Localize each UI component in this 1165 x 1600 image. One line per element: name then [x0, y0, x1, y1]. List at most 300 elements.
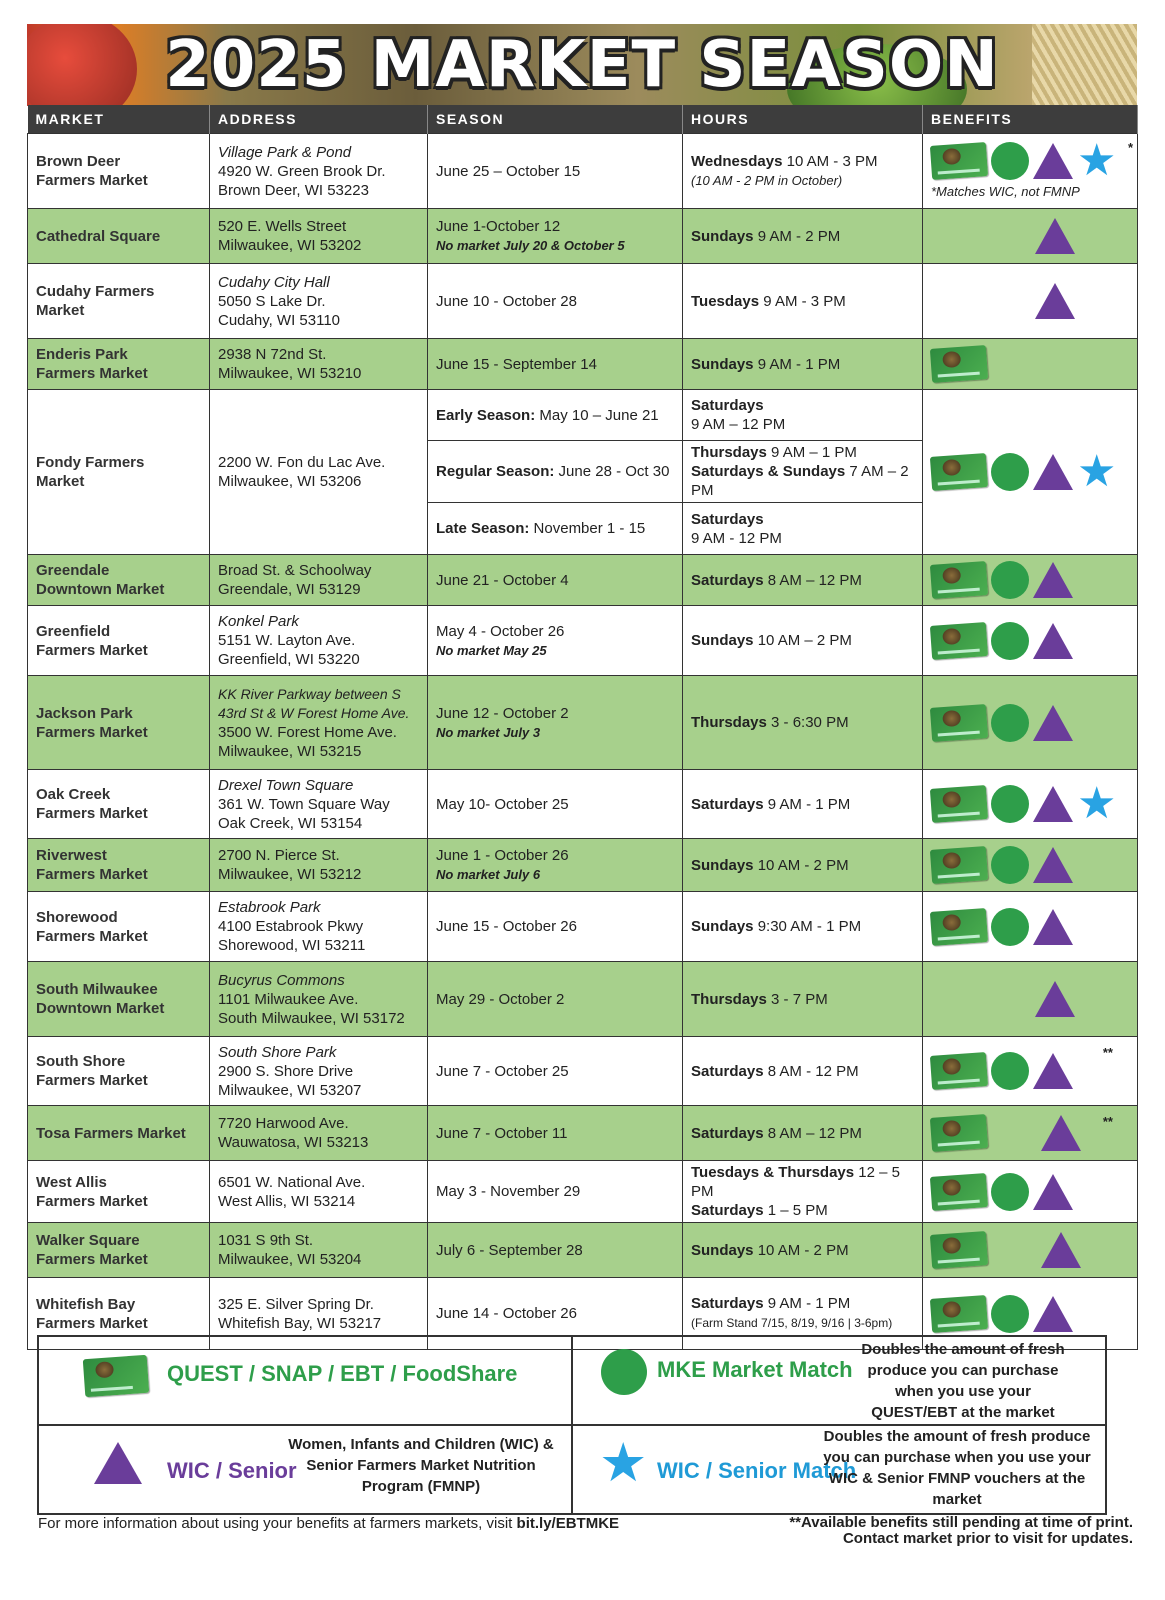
venue-name: Village Park & Pond [218, 143, 352, 161]
city: Brown Deer, WI 53223 [218, 181, 369, 199]
green-circle-icon [991, 453, 1029, 491]
market-hours [683, 892, 923, 962]
ebt-card-icon [930, 142, 988, 180]
market-season [428, 606, 683, 676]
hours-day: Saturdays [691, 1295, 764, 1312]
hours-day: Wednesdays [691, 153, 783, 170]
hours-day: Saturdays [691, 571, 764, 589]
city: Milwaukee, WI 53210 [218, 365, 362, 382]
market-benefits [923, 390, 1138, 555]
footer-text: For more information about using your benefits at farmers markets, visit [38, 1515, 513, 1532]
city: Wauwatosa, WI 53213 [218, 1134, 369, 1151]
hours-day: Sundays [691, 227, 754, 245]
purple-triangle-icon [1033, 705, 1073, 741]
market-name-line: Greenfield [36, 622, 111, 640]
ebt-card-icon [930, 1173, 988, 1211]
market-hours [683, 770, 923, 839]
market-address [210, 892, 428, 962]
title-banner [27, 24, 1137, 106]
market-benefits [923, 1161, 1138, 1223]
market-season [428, 441, 683, 503]
legend-description: Doubles the amount of fresh produce you can purchase when you use your WIC & Senior FMNP vouchers at the market [823, 1428, 1091, 1508]
season-note: No market July 6 [436, 867, 541, 882]
hours-time: 9:30 AM - 1 PM [757, 918, 862, 935]
green-circle-icon [991, 622, 1029, 660]
hours-day: Sundays [691, 632, 754, 649]
street: 520 E. Wells Street [218, 218, 347, 235]
market-hours [683, 1106, 923, 1161]
market-name-line: Farmers Market [36, 1072, 148, 1089]
season-dates: June 28 - Oct 30 [558, 463, 670, 480]
hours-note: (Farm Stand 7/15, 8/19, 9/16 | 3-6pm) [691, 1316, 893, 1330]
market-season: June 7 - October 11 [428, 1106, 683, 1161]
table-row [28, 1106, 1138, 1161]
street: Broad St. & Schoolway [218, 562, 372, 579]
market-benefits [923, 606, 1138, 676]
market-season: May 10- October 25 [428, 770, 683, 839]
hours-day: Tuesdays & Thursdays [691, 1164, 855, 1181]
market-name: Tosa Farmers Market [28, 1106, 210, 1161]
ebt-card-icon [83, 1355, 149, 1397]
table-row [28, 1223, 1138, 1278]
street: 1101 Milwaukee Ave. [218, 990, 359, 1008]
table-row [28, 676, 1138, 770]
hours-day: Saturdays [691, 1062, 764, 1080]
market-benefits [923, 962, 1138, 1037]
market-name-line: Farmers Market [36, 927, 148, 945]
market-name-line: Farmers Market [36, 805, 148, 822]
table-row [28, 390, 1138, 441]
table-row [28, 770, 1138, 839]
hours-day: Saturdays [691, 1124, 764, 1142]
purple-triangle-icon [1033, 623, 1073, 659]
footnote-mark: ** [1102, 1045, 1113, 1060]
purple-triangle-icon [1035, 981, 1075, 1017]
hours-time: 10 AM - 3 PM [786, 153, 878, 170]
market-name-line: Riverwest [36, 847, 107, 864]
street: 1031 S 9th St. [218, 1232, 314, 1249]
green-circle-icon [991, 704, 1029, 742]
ebt-card-icon [930, 1231, 988, 1269]
market-name [28, 606, 210, 676]
market-name [28, 676, 210, 770]
city: Milwaukee, WI 53207 [218, 1081, 362, 1099]
market-benefits [923, 209, 1138, 264]
market-hours [683, 441, 923, 503]
table-row [28, 264, 1138, 339]
market-name [28, 555, 210, 606]
city: Milwaukee, WI 53202 [218, 237, 362, 254]
street: 7720 Harwood Ave. [218, 1115, 349, 1132]
city: Shorewood, WI 53211 [218, 937, 366, 954]
market-hours [683, 339, 923, 390]
season-dates: June 12 - October 2 [436, 704, 569, 722]
blue-star-icon: ★ [1077, 134, 1117, 186]
legend-wic [39, 1426, 571, 1513]
table-row [28, 892, 1138, 962]
market-address [210, 390, 428, 555]
market-address [210, 264, 428, 339]
hours-day: Tuesdays [691, 292, 760, 310]
market-benefits [923, 770, 1138, 839]
market-address [210, 209, 428, 264]
market-name-line: South Milwaukee [36, 981, 158, 998]
market-hours [683, 676, 923, 770]
benefit-note: *Matches WIC, not FMNP [931, 183, 1080, 199]
market-season: June 14 - October 26 [428, 1278, 683, 1350]
hours-day: Saturdays [691, 510, 764, 528]
table-row [28, 134, 1138, 209]
market-name-line: Farmers Market [36, 641, 148, 659]
market-name [28, 1223, 210, 1278]
street: 2938 N 72nd St. [218, 346, 327, 363]
hours-time: 10 AM – 2 PM [757, 632, 852, 649]
market-hours [683, 390, 923, 441]
city: South Milwaukee, WI 53172 [218, 1009, 405, 1027]
venue-name: Konkel Park [218, 613, 299, 630]
ebt-card-icon [930, 453, 988, 491]
col-season: SEASON [428, 105, 683, 134]
market-season: June 25 – October 15 [428, 134, 683, 209]
venue-name: Cudahy City Hall [218, 273, 330, 291]
season-label: Regular Season: [436, 463, 555, 480]
purple-triangle-icon [1033, 847, 1073, 883]
market-name-line: West Allis [36, 1173, 107, 1191]
market-benefits [923, 555, 1138, 606]
street: 5151 W. Layton Ave. [218, 632, 356, 649]
market-benefits [923, 839, 1138, 892]
purple-triangle-icon [1035, 218, 1075, 254]
market-name [28, 1037, 210, 1106]
hours-time: 9 AM - 1 PM [767, 1295, 851, 1312]
green-circle-icon [601, 1349, 647, 1395]
green-circle-icon [991, 908, 1029, 946]
market-address [210, 1223, 428, 1278]
market-season [428, 209, 683, 264]
market-season: June 10 - October 28 [428, 264, 683, 339]
col-benefits: BENEFITS [923, 105, 1138, 134]
street: 2200 W. Fon du Lac Ave. [218, 454, 386, 471]
hours-time: 9 AM – 1 PM [771, 444, 857, 461]
market-name-line: Enderis Park [36, 346, 128, 363]
market-hours [683, 1161, 923, 1223]
table-row [28, 209, 1138, 264]
ebt-card-icon [930, 1114, 988, 1152]
legend-market-match [573, 1337, 1105, 1424]
city: Milwaukee, WI 53204 [218, 1251, 362, 1268]
hours-time: 8 AM – 12 PM [767, 571, 862, 589]
market-season [428, 503, 683, 555]
footer-info [38, 1515, 619, 1532]
legend-label: WIC / Senior [167, 1458, 297, 1483]
green-circle-icon [991, 1052, 1029, 1090]
city: Whitefish Bay, WI 53217 [218, 1314, 382, 1332]
market-name [28, 264, 210, 339]
blue-star-icon: ★ [599, 1431, 648, 1494]
market-name-line: Shorewood [36, 908, 118, 926]
ebt-card-icon [930, 561, 988, 599]
table-row [28, 839, 1138, 892]
street: 361 W. Town Square Way [218, 795, 390, 813]
hours-time: 9 AM - 3 PM [763, 292, 846, 310]
city: Greendale, WI 53129 [218, 581, 361, 598]
market-hours [683, 503, 923, 555]
table-header [28, 105, 1138, 134]
street: 325 E. Silver Spring Dr. [218, 1295, 374, 1313]
market-hours [683, 264, 923, 339]
legend-description: Women, Infants and Children (WIC) & Senior Farmers Market Nutrition Program (FMNP) [288, 1436, 554, 1495]
market-season: May 29 - October 2 [428, 962, 683, 1037]
market-benefits [923, 892, 1138, 962]
market-name [28, 962, 210, 1037]
ebt-card-icon [930, 785, 988, 823]
city: Milwaukee, WI 53206 [218, 473, 362, 490]
col-address: ADDRESS [210, 105, 428, 134]
hours-day: Saturdays [691, 795, 764, 813]
purple-triangle-icon [1033, 1053, 1073, 1089]
hours-time: 10 AM - 2 PM [757, 1241, 849, 1259]
season-dates: May 4 - October 26 [436, 622, 565, 640]
market-name-line: Farmers Market [36, 1251, 148, 1268]
footer-pending [789, 1515, 1133, 1547]
footnote-mark: * [1127, 140, 1133, 155]
hours-day: Sundays [691, 355, 754, 373]
market-benefits [923, 1037, 1138, 1106]
legend-label: QUEST / SNAP / EBT / FoodShare [167, 1361, 518, 1386]
market-table [27, 105, 1138, 1350]
purple-triangle-icon [1033, 143, 1073, 179]
market-season: June 21 - October 4 [428, 555, 683, 606]
season-label: Early Season: [436, 406, 536, 424]
market-season [428, 839, 683, 892]
purple-triangle-icon [1033, 454, 1073, 490]
ebt-card-icon [930, 345, 988, 383]
hours-note: (10 AM - 2 PM in October) [691, 173, 843, 188]
legend-label: WIC / Senior Match [657, 1458, 857, 1483]
market-season [428, 390, 683, 441]
hours-day: Sundays [691, 1241, 754, 1259]
market-name-line: Fondy Farmers [36, 454, 145, 471]
market-name [28, 892, 210, 962]
footnote-mark: ** [1102, 1114, 1113, 1129]
market-season [428, 676, 683, 770]
market-name-line: Whitefish Bay [36, 1295, 136, 1313]
street: 2700 N. Pierce St. [218, 847, 340, 864]
city: West Allis, WI 53214 [218, 1192, 356, 1210]
green-circle-icon [991, 1173, 1029, 1211]
street: 4920 W. Green Brook Dr. [218, 162, 386, 180]
hours-day: Thursdays [691, 990, 767, 1008]
market-benefits [923, 1223, 1138, 1278]
market-address [210, 134, 428, 209]
market-name-line: Farmers Market [36, 172, 148, 189]
city: Cudahy, WI 53110 [218, 311, 341, 329]
market-hours [683, 1037, 923, 1106]
market-name-line: Farmers Market [36, 866, 148, 883]
hours-time: 9 AM – 12 PM [691, 416, 786, 433]
market-name [28, 134, 210, 209]
street: 5050 S Lake Dr. [218, 292, 326, 310]
venue-name: Estabrook Park [218, 899, 321, 916]
market-benefits [923, 1106, 1138, 1161]
market-name [28, 770, 210, 839]
market-benefits [923, 339, 1138, 390]
hours-day: Thursdays [691, 444, 767, 461]
season-dates: June 1-October 12 [436, 218, 561, 235]
market-hours [683, 555, 923, 606]
legend-senior-match [573, 1426, 1105, 1513]
market-address [210, 606, 428, 676]
footer-link[interactable]: bit.ly/EBTMKE [516, 1515, 620, 1532]
street: 3500 W. Forest Home Ave. [218, 723, 397, 741]
season-note: No market May 25 [436, 642, 547, 658]
city: Greenfield, WI 53220 [218, 651, 360, 668]
city: Milwaukee, WI 53212 [218, 866, 362, 883]
market-address [210, 555, 428, 606]
legend-description: Doubles the amount of fresh produce you can purchase when you use your QUEST/EBT at the market [861, 1341, 1065, 1421]
hours-day: Sundays [691, 856, 754, 874]
city: Milwaukee, WI 53215 [218, 742, 362, 760]
purple-triangle-icon [94, 1442, 142, 1484]
market-address [210, 839, 428, 892]
market-season: June 15 - October 26 [428, 892, 683, 962]
market-name-line: Jackson Park [36, 704, 133, 722]
market-name: Cathedral Square [28, 209, 210, 264]
table-row [28, 555, 1138, 606]
street: 4100 Estabrook Pkwy [218, 918, 364, 935]
green-circle-icon [991, 142, 1029, 180]
market-name-line: Farmers Market [36, 365, 148, 382]
purple-triangle-icon [1041, 1115, 1081, 1151]
blue-star-icon: ★ [1077, 446, 1117, 497]
green-circle-icon [991, 785, 1029, 823]
hours-time: 9 AM - 2 PM [757, 227, 841, 245]
page-title: 2025 MARKET SEASON [165, 28, 999, 102]
purple-triangle-icon [1033, 562, 1073, 598]
blue-star-icon: ★ [1077, 778, 1117, 829]
table-row [28, 606, 1138, 676]
market-name-line: Farmers Market [36, 1192, 148, 1210]
table-row [28, 339, 1138, 390]
col-market: MARKET [28, 105, 210, 134]
hours-day: Saturdays [691, 397, 764, 414]
market-name-line: South Shore [36, 1053, 126, 1070]
hours-time: 9 AM - 12 PM [691, 529, 782, 547]
market-name-line: Greendale [36, 562, 110, 579]
hours-time: 9 AM - 1 PM [767, 795, 851, 813]
hours-day: Saturdays & Sundays [691, 463, 846, 480]
venue-name: Drexel Town Square [218, 776, 354, 794]
purple-triangle-icon [1035, 283, 1075, 319]
season-note: No market July 3 [436, 724, 541, 740]
market-address [210, 1161, 428, 1223]
hours-day: Sundays [691, 918, 754, 935]
pending-note: Contact market prior to visit for updates. [842, 1530, 1133, 1547]
market-address [210, 1037, 428, 1106]
market-name-line: Market [36, 473, 85, 490]
purple-triangle-icon [1041, 1232, 1081, 1268]
market-address [210, 770, 428, 839]
green-circle-icon [991, 1295, 1029, 1333]
market-name-line: Market [36, 302, 85, 319]
market-name-line: Downtown Market [36, 1000, 165, 1017]
market-name-line: Oak Creek [36, 786, 111, 803]
market-season: June 7 - October 25 [428, 1037, 683, 1106]
market-name [28, 1161, 210, 1223]
market-name [28, 839, 210, 892]
legend-ebt [39, 1337, 571, 1424]
venue-name: South Shore Park [218, 1043, 337, 1061]
purple-triangle-icon [1033, 1296, 1073, 1332]
hours-time: 8 AM – 12 PM [767, 1124, 862, 1142]
ebt-card-icon [930, 1295, 988, 1333]
season-dates: May 10 – June 21 [539, 406, 659, 424]
purple-triangle-icon [1033, 786, 1073, 822]
market-name-line: Walker Square [36, 1232, 140, 1249]
street: 2900 S. Shore Drive [218, 1062, 354, 1080]
market-season: May 3 - November 29 [428, 1161, 683, 1223]
market-season: June 15 - September 14 [428, 339, 683, 390]
market-hours [683, 209, 923, 264]
market-name-line: Brown Deer [36, 153, 121, 170]
benefits-legend [37, 1335, 1107, 1515]
market-hours [683, 962, 923, 1037]
hours-time: 1 – 5 PM [767, 1202, 828, 1219]
hours-day: Saturdays [691, 1202, 764, 1219]
purple-triangle-icon [1033, 909, 1073, 945]
market-benefits [923, 264, 1138, 339]
ebt-card-icon [930, 846, 988, 884]
venue-name: Bucyrus Commons [218, 971, 345, 989]
ebt-card-icon [930, 622, 988, 660]
hours-time: 12 – 5 PM [691, 1164, 901, 1200]
market-address [210, 962, 428, 1037]
market-hours [683, 839, 923, 892]
table-row [28, 962, 1138, 1037]
market-season: July 6 - September 28 [428, 1223, 683, 1278]
season-note: No market July 20 & October 5 [436, 238, 625, 253]
market-name [28, 390, 210, 555]
market-benefits [923, 134, 1138, 209]
market-address [210, 1106, 428, 1161]
hours-time: 9 AM - 1 PM [757, 355, 841, 373]
legend-label: MKE Market Match [657, 1357, 853, 1382]
season-dates: November 1 - 15 [533, 520, 646, 537]
ebt-card-icon [930, 1052, 988, 1090]
hours-time: 7 AM – 2 PM [691, 463, 909, 499]
hours-time: 8 AM - 12 PM [767, 1062, 859, 1080]
season-label: Late Season: [436, 520, 530, 537]
green-circle-icon [991, 846, 1029, 884]
table-row [28, 1037, 1138, 1106]
hours-day: Thursdays [691, 714, 767, 731]
ebt-card-icon [930, 908, 988, 946]
market-name-line: Farmers Market [36, 723, 148, 741]
hours-time: 3 - 6:30 PM [771, 714, 849, 731]
street: 6501 W. National Ave. [218, 1173, 366, 1191]
market-name-line: Cudahy Farmers [36, 283, 155, 300]
pending-note: **Available benefits still pending at time of print. [789, 1514, 1133, 1531]
market-name-line: Farmers Market [36, 1314, 148, 1332]
table-row [28, 1161, 1138, 1223]
market-benefits [923, 676, 1138, 770]
hours-time: 3 - 7 PM [771, 990, 828, 1008]
market-name [28, 339, 210, 390]
market-name-line: Downtown Market [36, 581, 165, 598]
city: Oak Creek, WI 53154 [218, 814, 363, 832]
col-hours: HOURS [683, 105, 923, 134]
market-address [210, 676, 428, 770]
